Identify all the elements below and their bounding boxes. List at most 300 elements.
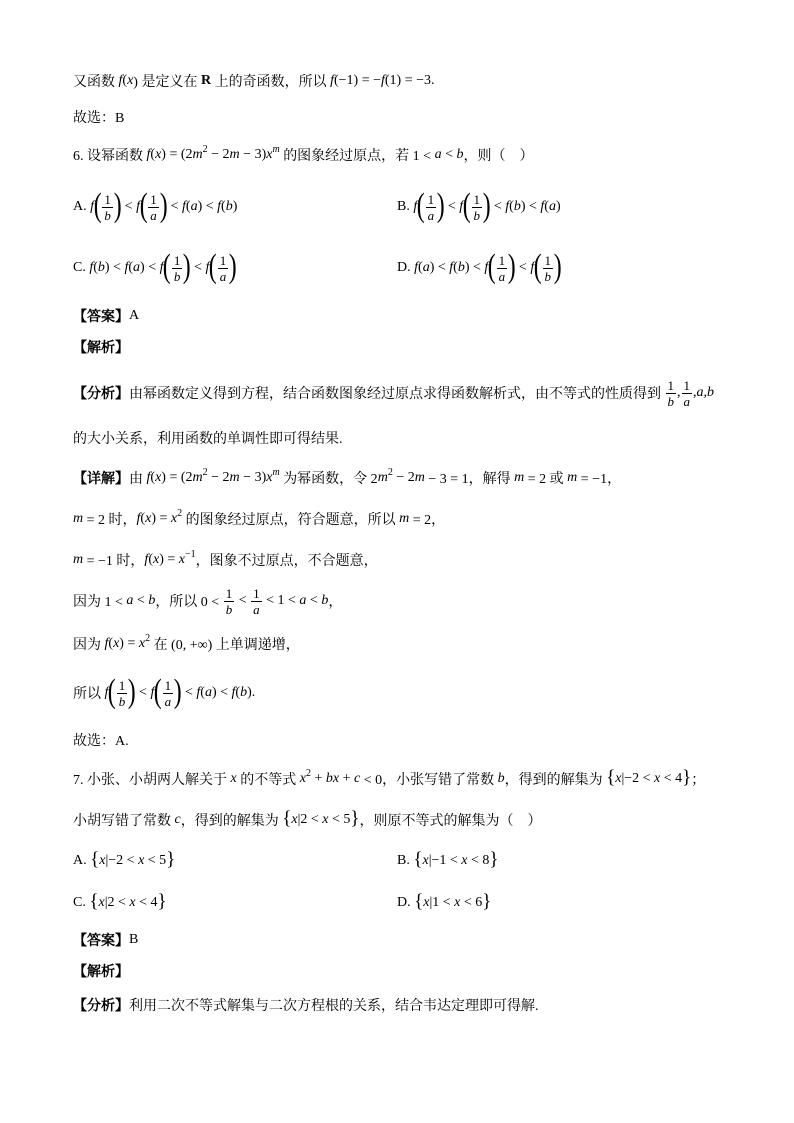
text-run: 故选：A. [73,734,129,749]
text-run: C. [73,895,90,910]
math-variable: x [322,812,329,827]
math-variable: a [422,260,430,275]
text-run: < 5 [328,812,351,827]
denominator: b [473,207,481,223]
math-variable: f [104,636,109,651]
denominator: b [118,693,126,709]
tall-parenthesis: ( [416,187,425,224]
numerator: 1 [150,191,157,207]
text-run: < 4 [135,895,158,910]
math-variable: c [353,771,361,786]
fraction [682,378,693,409]
superscript: 2 [202,466,208,478]
math-variable: x [178,552,185,567]
text-run: , [703,385,707,400]
math-variable: f [136,511,141,526]
text-run: ( [148,552,153,567]
math-variable: f [124,260,129,275]
math-variable: f [146,470,151,485]
math-variable: f [330,73,334,88]
text-run: < 6 [460,895,483,910]
tall-parenthesis: ( [533,248,542,285]
math-variable: x [299,771,306,786]
math-variable: m [399,511,410,526]
math-variable: b [225,199,233,214]
tall-parenthesis: ) [228,248,237,285]
numerator: 1 [219,252,227,268]
tall-parenthesis: ) [553,248,562,285]
set-brace: } [157,891,167,912]
text-run: ，得到的解集为 [180,814,283,829]
text-run: ( [185,199,191,214]
text-run: 上的奇函数，所以 [211,75,331,90]
text-run: − 2 [207,470,230,485]
bold-label: 【答案】 [73,934,129,949]
bold-label: R [200,73,212,88]
denominator: b [667,393,674,409]
text-run: < [490,199,506,214]
text-run: (−1) = − [333,73,381,88]
math-variable: m [73,511,84,526]
math-variable: f [413,199,418,214]
text-run: ) < [140,260,160,275]
math-variable: f [414,260,419,275]
numerator: 1 [164,677,172,693]
question-6-conclusion [73,720,129,760]
denominator: a [219,268,227,284]
bold-label: 【详解】 [73,472,129,487]
text-run: 小胡写错了常数 [73,814,175,829]
math-variable: f [217,199,222,214]
text-run: < [235,593,251,608]
math-variable: m [514,470,525,485]
math-variable: f [104,685,109,700]
text-run: ). [247,685,256,700]
numerator: 1 [473,191,481,207]
math-variable: f [136,199,140,214]
superscript: 2 [387,466,393,478]
text-run: ) < [520,199,541,214]
text-run: < [135,685,151,700]
text-run: ) [232,199,238,214]
superscript: 2 [202,143,208,155]
tall-parenthesis: ) [183,248,191,285]
math-variable: a [434,147,442,162]
question-6-analysis-line [73,418,343,458]
tall-parenthesis: ( [209,248,218,285]
question-7-stem-line [73,759,705,799]
math-variable: a [190,199,198,214]
denominator: a [498,268,506,284]
text-run: 的图象经过原点，符合题意，所以 [182,513,400,528]
text-run: 7. 小张、小胡两人解关于 [73,773,231,788]
question-7-option-a [73,841,175,881]
text-run: ) = (2 [161,147,193,162]
math-variable: x [99,853,106,868]
math-variable: x [155,147,162,162]
denominator: b [173,268,181,284]
text-run: ) = [159,552,179,567]
math-variable: x [145,511,152,526]
text-run: < [444,199,460,214]
denominator: a [150,207,157,223]
text-run: 因为 1 < [73,595,127,610]
text-run: < 5 [144,853,167,868]
fraction [102,192,113,223]
tall-parenthesis: ) [173,673,182,710]
text-run: |−2 < [621,771,655,786]
text-run: ) = [119,636,139,651]
math-variable: b [148,593,156,608]
set-brace: { [282,808,292,829]
math-variable: x [155,470,162,485]
fraction [251,586,262,617]
text-run: ，则（ ） [463,149,534,164]
question-6-detail-line [73,458,621,498]
math-variable: f [118,73,123,88]
text-run: 的不等式 [236,773,300,788]
question-6-option-c [73,248,237,288]
math-variable: x [113,636,120,651]
text-run: ( [122,73,128,88]
math-variable: b [97,260,105,275]
text-run: ) < [211,685,232,700]
text-run: ) = [151,511,171,526]
text-run: < [167,199,183,214]
fraction [218,253,229,284]
text-run: ) < [464,260,485,275]
prev-solution-line [73,61,435,101]
text-run: |2 < [297,812,323,827]
question-6-detail-line [73,581,342,621]
bold-label: 【解析】 [73,341,129,356]
numerator: 1 [683,377,690,393]
numerator: 1 [667,377,674,393]
text-run: ，图象不过原点，不合题意， [195,554,378,569]
math-variable: f [144,552,149,567]
superscript: 2 [177,507,183,519]
math-variable: x [291,812,298,827]
fraction [148,192,159,223]
math-variable: x [138,636,146,651]
tall-parenthesis: ( [462,187,471,224]
math-variable: f [182,199,186,214]
text-run: ( [453,260,458,275]
math-variable: x [230,771,237,786]
set-brace: { [89,891,99,912]
set-brace: { [90,849,100,870]
text-run: ( [235,685,241,700]
bold-label: 【解析】 [73,965,129,980]
math-variable: m [414,470,425,485]
superscript: 2 [305,767,311,779]
question-6-analysis-line [73,373,714,413]
text-run: C. [73,260,90,275]
math-variable: c [174,812,181,827]
text-run: ( [544,199,549,214]
text-run: ( [108,636,114,651]
text-run: ，得到的解集为 [504,773,607,788]
tall-parenthesis: ( [108,673,117,710]
math-variable: f [90,199,95,214]
fraction [497,253,508,284]
math-variable: f [146,147,151,162]
math-variable: f [459,199,464,214]
superscript: 2 [145,632,151,644]
set-brace: } [166,849,176,870]
text-run: < [515,260,531,275]
numerator: 1 [253,585,260,601]
math-variable: x [152,552,160,567]
tall-parenthesis: ) [507,248,516,285]
text-run: ( [128,260,134,275]
tall-parenthesis: ) [159,187,168,224]
math-variable: a [133,260,141,275]
superscript: m [272,466,280,478]
math-variable: f [484,260,489,275]
math-variable: b [513,199,521,214]
question-6-detail-line [73,624,300,664]
text-run: ) [555,199,561,214]
text-run: ； [691,773,706,788]
set-brace: } [482,891,492,912]
question-7-option-b [397,841,499,881]
denominator: b [225,601,233,617]
tall-parenthesis: ) [436,187,445,224]
math-variable: x [266,470,273,485]
denominator: a [253,601,260,617]
tall-parenthesis: ) [127,673,136,710]
tall-parenthesis: ) [113,187,122,224]
text-run: ) < [104,260,125,275]
math-variable: x [654,771,661,786]
question-6-solution-heading [73,327,129,367]
fraction [117,678,128,709]
text-run: A. [73,853,91,868]
math-variable: x [422,853,429,868]
denominator: b [104,207,111,223]
text-run: 故选：B [73,111,125,126]
denominator: a [164,693,172,709]
math-variable: b [707,385,714,400]
text-run: D. [397,260,415,275]
text-run: , [693,385,697,400]
math-variable: x [454,895,461,910]
text-run: 利用二次不等式解集与二次方程根的关系，结合韦达定理即可得解. [129,999,539,1014]
math-variable: x [461,853,468,868]
question-7-stem-line [73,800,542,840]
math-variable: f [150,685,155,700]
math-variable: f [540,199,545,214]
text-run: ( [150,470,156,485]
tall-parenthesis: ( [163,248,172,285]
text-run: ， [328,595,343,610]
math-variable: m [229,147,240,162]
superscript: −1 [184,548,196,560]
math-variable: m [377,470,388,485]
tall-parenthesis: ( [93,187,102,224]
question-6-option-a [73,187,237,227]
set-brace: } [489,849,499,870]
math-variable: x [127,73,134,88]
set-brace: } [682,767,692,788]
question-6-detail-line [73,673,255,713]
math-variable: m [567,470,578,485]
math-variable: a [126,593,134,608]
text-run: 6. 设幂函数 [73,149,147,164]
bold-label: 【分析】 [73,387,129,402]
math-variable: x [138,853,145,868]
math-variable: x [423,895,430,910]
text-run: = 2， [409,513,446,528]
text-run: |1 < [429,895,455,910]
text-run: < 1 < [262,593,300,608]
text-run: 的大小关系，利用函数的单调性即可得结果. [73,432,343,447]
text-run: |2 < [104,895,130,910]
superscript: m [272,143,280,155]
math-variable: f [231,685,236,700]
text-run: < [133,593,149,608]
math-variable: a [204,685,212,700]
set-brace: { [414,891,424,912]
text-run: 由幂函数定义得到方程，结合函数图象经过原点求得函数解析式，由不等式的性质得到 [129,387,665,402]
math-variable: f [205,260,210,275]
question-7-option-d [397,883,491,923]
text-run: 由 [129,472,147,487]
numerator: 1 [104,191,111,207]
denominator: b [544,268,552,284]
text-run: − 2 [207,147,230,162]
text-run: 因为 [73,638,105,653]
numerator: 1 [173,252,181,268]
question-6-option-b [397,187,561,227]
text-run: = 2 或 [524,472,568,487]
tall-parenthesis: ) [482,187,491,224]
question-7-analysis [73,985,539,1025]
math-variable: m [229,470,240,485]
fraction [224,586,235,617]
numerator: 1 [498,252,506,268]
text-run: 的图象经过原点，若 1 < [279,149,435,164]
text-run: ( [221,199,226,214]
text-run: ( [140,511,146,526]
math-variable: b [240,685,248,700]
math-variable: b [457,260,465,275]
math-variable: x [170,511,178,526]
text-run: 为幂函数，令 2 [279,472,378,487]
text-run: ) = (2 [161,470,193,485]
text-run: B [129,932,139,947]
math-variable: f [196,685,201,700]
tall-parenthesis: ( [139,187,148,224]
text-run: |−1 < [428,853,462,868]
fraction [543,253,554,284]
fraction [472,192,483,223]
numerator: 1 [118,677,126,693]
text-run: < [121,199,137,214]
text-run: < [306,593,322,608]
text-run: A. [73,199,91,214]
set-brace: { [606,767,616,788]
text-run: + [339,771,354,786]
math-variable: f [89,260,94,275]
set-brace: { [413,849,423,870]
math-variable: a [696,385,704,400]
math-variable: f [449,260,454,275]
math-variable: f [159,260,164,275]
text-run: < [181,685,197,700]
text-run: ( [200,685,205,700]
text-run: ，则原不等式的解集为（ ） [359,814,542,829]
bold-label: 【答案】 [73,310,129,325]
math-variable: f [530,260,535,275]
fraction [163,678,174,709]
math-variable: x [615,771,622,786]
numerator: 1 [544,252,552,268]
question-6-stem [73,135,534,175]
fraction [426,192,437,223]
text-run: 又函数 [73,75,119,90]
text-run: D. [397,895,415,910]
text-run: < 8 [467,853,490,868]
question-6-detail-line [73,540,378,580]
text-run: ( [509,199,514,214]
denominator: a [427,207,435,223]
text-run: B. [397,853,414,868]
math-variable: a [299,593,307,608]
tall-parenthesis: ( [487,248,496,285]
text-run: ( [150,147,156,162]
fraction [666,378,677,409]
denominator: a [683,393,690,409]
text-run: = 2 时， [83,513,137,528]
numerator: 1 [225,585,233,601]
text-run: (1) = −3. [384,73,435,88]
math-variable: x [129,895,136,910]
text-run: B. [397,199,414,214]
text-run: ( [93,260,98,275]
text-run: A [129,308,140,323]
math-variable: x [98,895,105,910]
math-variable: f [505,199,510,214]
text-run: = −1， [577,472,622,487]
text-run: ( [418,260,423,275]
text-run: , [677,385,681,400]
text-run: ) < [429,260,450,275]
numerator: 1 [427,191,435,207]
text-run: < [441,147,457,162]
text-run: + [310,771,326,786]
text-run: ) < [197,199,218,214]
fraction [172,253,183,284]
text-run: ，所以 0 < [155,595,223,610]
question-6-detail-line [73,499,445,539]
math-variable: m [192,470,203,485]
text-run: − 2 [392,470,415,485]
math-variable: b [497,771,505,786]
math-variable: bx [325,771,340,786]
text-run: ) 是定义在 [133,75,201,90]
set-brace: } [350,808,360,829]
math-variable: m [192,147,203,162]
bold-label: 【分析】 [73,999,129,1014]
prev-solution-choice [73,97,124,137]
question-6-option-d [397,248,561,288]
math-variable: b [321,593,329,608]
question-7-option-c [73,883,167,923]
text-run: < [190,260,206,275]
math-variable: m [73,552,84,567]
